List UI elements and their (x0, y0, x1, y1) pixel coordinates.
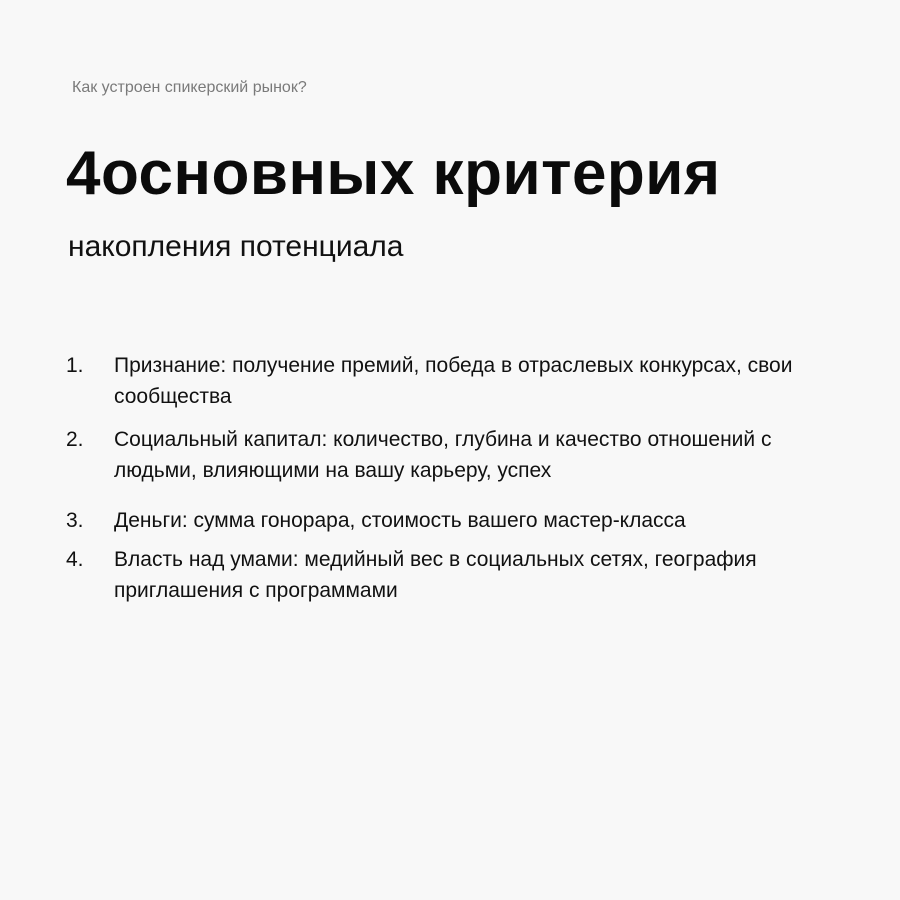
list-item (66, 424, 826, 486)
list-item-text: Власть над умами: медийный вес в социальных сетях, география приглашения с программами (114, 548, 757, 602)
list-item-text: Деньги: сумма гонорара, стоимость вашего мастер-класса (114, 509, 686, 532)
title-text: основных критерия (100, 139, 721, 208)
list-item (66, 544, 826, 606)
list-item-text: Признание: получение премий, победа в отраслевых конкурсах, свои сообщества (114, 354, 793, 408)
list-item-number: 4. (66, 548, 84, 571)
list-item-number: 3. (66, 509, 84, 532)
list-item-text: Социальный капитал: количество, глубина и качество отношений с людьми, влияющими на вашу карьеру, успех (114, 428, 772, 482)
list-item (66, 350, 826, 412)
title-number: 4 (66, 139, 101, 208)
section-kicker: Как устроен спикерский рынок? (72, 79, 307, 96)
page-subtitle: накопления потенциала (68, 230, 404, 263)
criteria-list (66, 350, 826, 606)
list-item (66, 505, 826, 536)
page-title (66, 136, 721, 212)
list-item-number: 1. (66, 354, 84, 377)
list-item-number: 2. (66, 428, 84, 451)
